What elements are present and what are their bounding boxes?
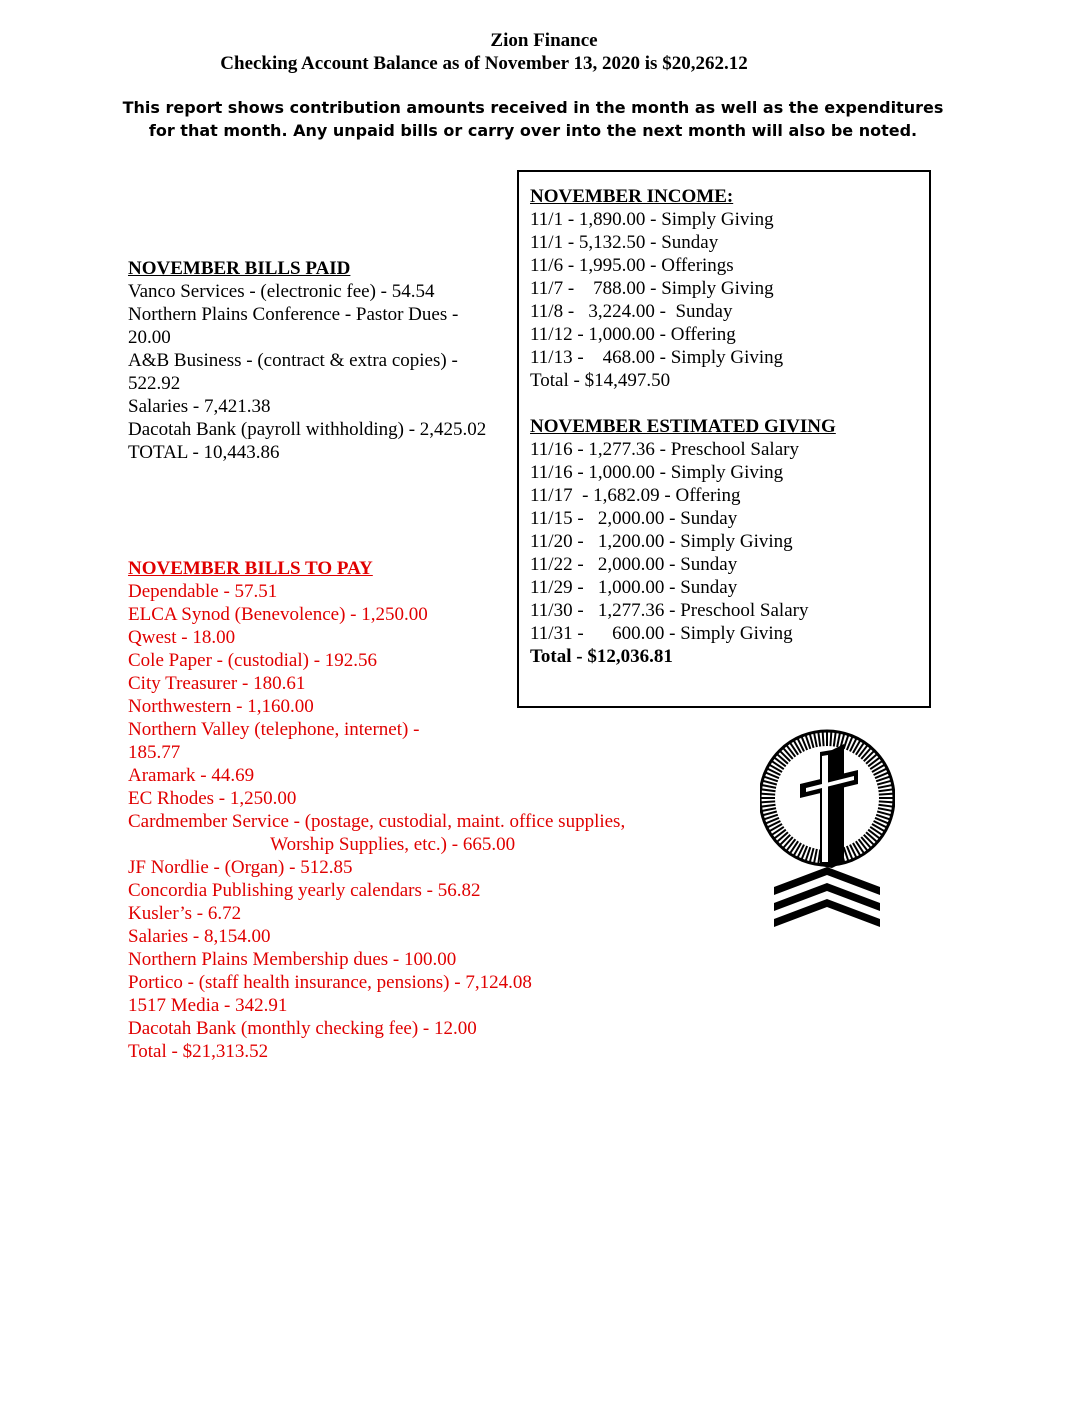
estimated-item: 11/17 - 1,682.09 - Offering — [530, 485, 741, 506]
estimated-item: 11/22 - 2,000.00 - Sunday — [530, 554, 738, 575]
bills-to-pay-item: Concordia Publishing yearly calendars - 56.82 — [128, 880, 481, 901]
bills-paid-item: Salaries - 7,421.38 — [128, 396, 271, 417]
estimated-item: 11/29 - 1,000.00 - Sunday — [530, 577, 738, 598]
estimated-item: 11/15 - 2,000.00 - Sunday — [530, 508, 738, 529]
spacer — [530, 392, 836, 415]
bills-to-pay-item: City Treasurer - 180.61 — [128, 673, 306, 694]
income-item: 11/13 - 468.00 - Simply Giving — [530, 347, 784, 368]
bills-to-pay-item: Qwest - 18.00 — [128, 627, 236, 648]
bills-to-pay-item: Northern Valley (telephone, internet) - — [128, 719, 420, 740]
bills-to-pay-item: Dependable - 57.51 — [128, 581, 278, 602]
bills-paid-item: A&B Business - (contract & extra copies) - 522.92 — [128, 350, 458, 394]
bills-to-pay-item: ELCA Synod (Benevolence) - 1,250.00 — [128, 604, 428, 625]
income-item: 11/7 - 788.00 - Simply Giving — [530, 278, 774, 299]
income-item: 11/1 - 1,890.00 - Simply Giving — [530, 209, 774, 230]
estimated-item: 11/16 - 1,277.36 - Preschool Salary — [530, 439, 799, 460]
bills-to-pay-heading: NOVEMBER BILLS TO PAY — [128, 558, 373, 579]
bills-paid-item: Northern Plains Conference - Pastor Dues - 20.00 — [128, 304, 459, 348]
bills-to-pay-item: Northwestern - 1,160.00 — [128, 696, 314, 717]
bills-to-pay-item: Cole Paper - (custodial) - 192.56 — [128, 650, 378, 671]
income-box — [517, 170, 931, 708]
income-item: 11/1 - 5,132.50 - Sunday — [530, 232, 719, 253]
cross-sunburst-logo-icon — [760, 722, 895, 937]
bills-to-pay-item: 1517 Media - 342.91 — [128, 995, 288, 1016]
intro-line-2: for that month. Any unpaid bills or carry over into the next month will also be noted. — [148, 121, 918, 140]
bills-to-pay-item: Worship Supplies, etc.) - 665.00 — [128, 834, 516, 855]
bills-to-pay-total: Total - $21,313.52 — [128, 1041, 269, 1062]
bills-to-pay-item: Kusler’s - 6.72 — [128, 903, 242, 924]
intro-text — [0, 96, 1066, 142]
estimated-total: Total - $12,036.81 — [530, 646, 673, 667]
estimated-item: 11/30 - 1,277.36 - Preschool Salary — [530, 600, 809, 621]
estimated-giving-heading: NOVEMBER ESTIMATED GIVING — [530, 416, 836, 437]
intro-line-1: This report shows contribution amounts received in the month as well as the expenditures — [122, 98, 944, 117]
income-total: Total - $14,497.50 — [530, 370, 671, 391]
bills-paid-heading: NOVEMBER BILLS PAID — [128, 258, 351, 279]
estimated-item: 11/31 - 600.00 - Simply Giving — [530, 623, 793, 644]
bills-paid-item: Dacotah Bank (payroll withholding) - 2,425.02 — [128, 419, 487, 440]
bills-to-pay-item: Aramark - 44.69 — [128, 765, 255, 786]
bills-to-pay-item: Salaries - 8,154.00 — [128, 926, 271, 947]
income-heading: NOVEMBER INCOME: — [530, 186, 734, 207]
bills-paid-item: Vanco Services - (electronic fee) - 54.54 — [128, 281, 435, 302]
bills-to-pay-item: Portico - (staff health insurance, pensions) - 7,124.08 — [128, 972, 532, 993]
bills-to-pay-item: Cardmember Service - (postage, custodial, maint. office supplies, — [128, 811, 626, 832]
bills-paid-total: TOTAL - 10,443.86 — [128, 442, 280, 463]
bills-to-pay-item: EC Rhodes - 1,250.00 — [128, 788, 297, 809]
balance-line: Checking Account Balance as of November 13, 2020 is $20,262.12 — [220, 53, 748, 74]
income-item: 11/12 - 1,000.00 - Offering — [530, 324, 736, 345]
bills-to-pay-item: 185.77 — [128, 742, 181, 763]
chevron-steps-icon — [774, 867, 880, 927]
income-item: 11/6 - 1,995.00 - Offerings — [530, 255, 734, 276]
bills-to-pay-item: JF Nordlie - (Organ) - 512.85 — [128, 857, 353, 878]
bills-paid-section — [128, 257, 498, 464]
estimated-item: 11/16 - 1,000.00 - Simply Giving — [530, 462, 784, 483]
bills-to-pay-item: Dacotah Bank (monthly checking fee) - 12.00 — [128, 1018, 477, 1039]
income-item: 11/8 - 3,224.00 - Sunday — [530, 301, 733, 322]
page-title: Zion Finance — [490, 30, 598, 51]
income-box-content — [530, 185, 836, 668]
estimated-item: 11/20 - 1,200.00 - Simply Giving — [530, 531, 793, 552]
bills-to-pay-item: Northern Plains Membership dues - 100.00 — [128, 949, 457, 970]
